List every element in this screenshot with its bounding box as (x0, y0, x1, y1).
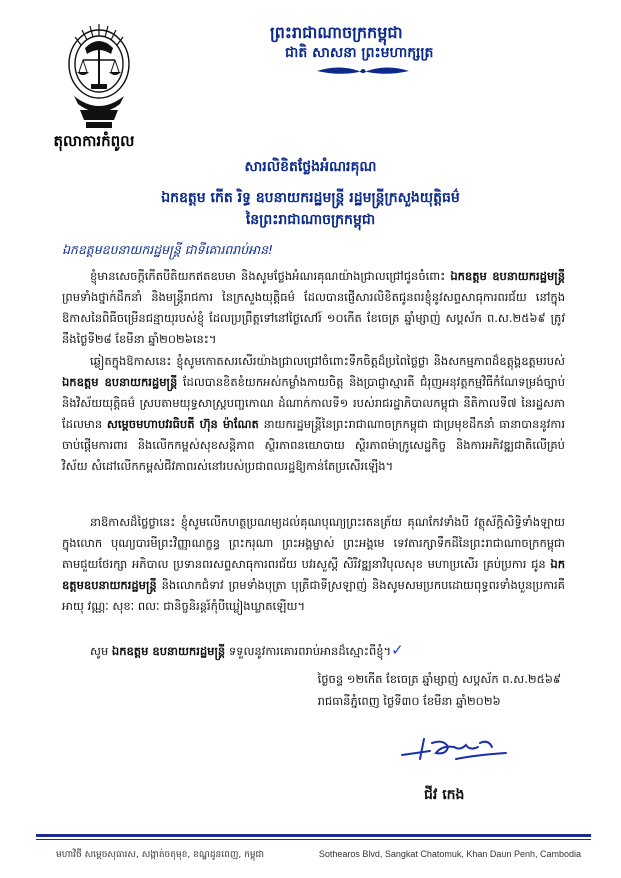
kingdom-heading: ព្រះរាជាណាចក្រកម្ពុជា (270, 23, 403, 42)
prime-minister-name: សម្តេចមហាបវរធិបតី ហ៊ុន ម៉ាណែត (106, 417, 259, 431)
salutation: ឯកឧត្តមឧបនាយករដ្ឋមន្ត្រី ជាទីគោរពរាប់អាន! (62, 242, 274, 257)
closing-line: សូម ឯកឧត្តម ឧបនាយករដ្ឋមន្ត្រី ទទួលនូវការគោរពរាប់អានដ៏ស្មោះពីខ្ញុំ។✓ (90, 641, 404, 659)
date-block (318, 668, 561, 712)
recipient-title-bold: ឯកឧត្តម ឧបនាយករដ្ឋមន្ត្រី (111, 644, 226, 658)
supreme-court-emblem-icon (60, 20, 138, 132)
ornament-divider-icon (315, 64, 411, 78)
paragraph-2: ឆ្លៀតក្នុងឱកាសនេះ ខ្ញុំសូមកោតសរសើរយ៉ាងជ្រាលជ្រៅចំពោះទឹកចិត្តដ៏ប្រពៃថ្លៃថ្លា និងសកម្មភាពដ៏ឧត្តុង្គឧត្តមរបស់ ឯកឧត្តម ឧបនាយករដ្ឋមន្ត្រី ដែលបានខិតខំយកអស់កម្លាំងកាយចិត្ត និងប្រាជ្ញាស្មារតី ជំរុញអនុវត្តកម្មវិធីកំណែទម្រង់ច្បាប់ និងវិស័យយុត្តិធម៌ ស្របតាមយុទ្ធសាស្ត្របញ្ចកោណ ដំណាក់កាលទី១ របស់រាជរដ្ឋាភិបាលកម្ពុជា នីតិកាលទី៧ នៃរដ្ឋសភា ដែលមាន សម្តេចមហាបវរធិបតី ហ៊ុន ម៉ាណែត នាយករដ្ឋមន្ត្រីនៃព្រះរាជាណាចក្រកម្ពុជា ជាប្រមុខដឹកនាំ ធានាបាននូវការចាប់ផ្តើមការពារ និងលើកកម្ពស់សុខសន្តិភាព ស្ថិរភាពនយោបាយ ស្ថិរភាពម៉ាក្រូសេដ្ឋកិច្ច និងការអភិវឌ្ឍជាតិលើគ្រប់វិស័យ សំដៅលើកកម្ពស់ជីវភាពរស់នៅរបស់ប្រជាពលរដ្ឋឱ្យកាន់តែប្រសើរឡើង។ (62, 354, 566, 473)
footer-address-en: Sothearos Blvd, Sangkat Chatomuk, Khan Daun Penh, Cambodia (318, 849, 581, 859)
footer-rule (36, 834, 591, 837)
footer-address-km: មហាវិថី សម្តេចសុធារស, សង្កាត់ចតុមុខ, ខណ្ឌដូនពេញ, កម្ពុជា (56, 850, 265, 860)
court-name: តុលាការកំពូល (53, 132, 135, 150)
date-lunar: ថ្ងៃចន្ទ ១២កើត ខែចេត្រ ឆ្នាំម្សាញ់ សប្តស័ក ព.ស.២៥៦៩ (317, 672, 561, 686)
paragraph-1: ខ្ញុំមានសេចក្តីកើតបីតិយកឥតឧបមា និងសូមថ្លែងអំណរគុណយ៉ាងជ្រាលជ្រៅជូនចំពោះ ឯកឧត្តម ឧបនាយករដ្ឋមន្ត្រី ព្រមទាំងថ្នាក់ដឹកនាំ និងមន្ត្រីរាជការ នៃក្រសួងយុត្តិធម៌ ដែលបានផ្ញើសារលិខិតជូនពរខ្ញុំនូវសព្ទសាធុការពរជ័យ នៅក្នុងឱកាសនៃពិធីចម្រើនជន្មាយុរបស់ខ្ញុំ ដែលប្រព្រឹត្តទៅនៅថ្ងៃសៅរ៍ ១០កើត ខែចេត្រ ឆ្នាំម្សាញ់ សប្តស័ក ព.ស.២៥៦៩ ត្រូវនឹងថ្ងៃទី២៨ ខែមីនា ឆ្នាំ២០២៦នេះ។ (62, 269, 565, 346)
document-title: សារលិខិតថ្លែងអំណរគុណ (244, 159, 377, 175)
recipient-title-bold: ឯកឧត្តម ឧបនាយករដ្ឋមន្ត្រី (62, 375, 178, 389)
footer-rule-thin (36, 839, 591, 840)
signature-icon (396, 733, 516, 765)
paragraph-3: នាឱកាសដ៏ថ្លៃថ្លានេះ ខ្ញុំសូមលើកហត្ថប្រណម្យដល់គុណបុណ្យព្រះរតនត្រ័យ គុណកែវទាំងបី វត្ថុស័ក្តិសិទ្ធិទាំងឡាយក្នុងលោក បុណ្យបារមីព្រះវិញ្ញាណក្ខន្ធ ព្រះករុណា ព្រះអង្គម្ចាស់ ព្រះអង្គមេ ទេវតារក្សាទឹកដីនៃព្រះរាជាណាចក្រកម្ពុជា តាមជួយថែរក្សា អភិបាល ប្រទានពរសព្ទសាធុការពរជ័យ បវរសួស្តី សិរីវឌ្ឍនាវិបុលសុខ មហាប្រសើរ គ្រប់ប្រការ ជូន ឯកឧត្តមឧបនាយករដ្ឋមន្ត្រី និងលោកជំទាវ ព្រមទាំងបុត្រា បុត្រីជាទីស្រឡាញ់ និងសូមសមប្រកបដោយពុទ្ធពរទាំងបួនប្រការគឺ អាយុ វណ្ណៈ សុខៈ ពលៈ ជានិច្ចនិរន្តរ៍កុំបីឃ្លៀងឃ្លាតឡើយ។ (62, 515, 565, 613)
recipient-line-2: នៃព្រះរាជាណាចក្រកម្ពុជា (245, 212, 376, 228)
signer-name: ជីវ កេង (424, 787, 465, 803)
recipient-line-1: ឯកឧត្តម កើត រិទ្ធ ឧបនាយករដ្ឋមន្ត្រី រដ្ឋមន្ត្រីក្រសួងយុត្តិធម៌ (161, 190, 460, 206)
recipient-title-bold: ឯកឧត្តម ឧបនាយករដ្ឋមន្ត្រី (450, 269, 565, 283)
recipient-title-bold: ឯកឧត្តមឧបនាយករដ្ឋមន្ត្រី (62, 557, 565, 592)
national-motto: ជាតិ សាសនា ព្រះមហាក្សត្រ (285, 45, 434, 61)
handwritten-check-icon: ✓ (391, 641, 404, 659)
date-solar: រាជធានីភ្នំពេញ ថ្ងៃទី៣០ ខែមីនា ឆ្នាំ២០២៦ (317, 694, 501, 708)
